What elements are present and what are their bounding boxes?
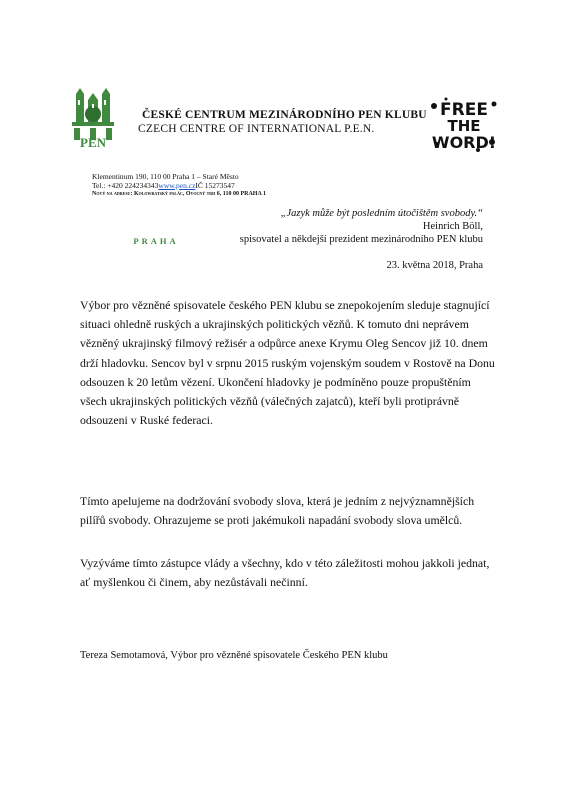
- logo-city: PRAHA: [133, 236, 179, 246]
- quote-author: Heinrich Böll,: [422, 221, 483, 232]
- signature: Tereza Semotamová, Výbor pro vězněné spisovatele Českého PEN klubu: [80, 650, 388, 661]
- body-paragraph-3: Vyzýváme tímto zástupce vlády a všechny, kdo v této záležitosti mohou jakkoli jednat, ať myšlenkou či činem, aby nezůstávali nečinní.: [80, 556, 490, 590]
- org-title-czech: ČESKÉ CENTRUM MEZINÁRODNÍHO PEN KLUBU: [142, 109, 427, 121]
- body-paragraph-1: Výbor pro vězněné spisovatele českého PEN klubu se znepokojením sleduje stagnující situaci ohledně ruských a ukrajinských politických vězňů. K tomuto dni neprávem vězněný ukrajinský filmový režisér a odpůrce anexe Krymu Oleg Sencov již 10. dnem drží hladovku. Sencov byl v srpnu 2015 ruským vojenským soudem v Rostově na Donu odsouzen k 20 letům vězení. Ukončení hladovky je podmíněno pouze propuštěním všech ukrajinských politických vězňů (válečných zajatců), kteří byli protiprávně odsouzeni v Ruské federaci.: [80, 298, 495, 428]
- phone: Tel.: +420 224234343: [92, 181, 159, 190]
- website-link[interactable]: www.pen.cz: [158, 181, 196, 190]
- quote-text: „Jazyk může být posledním útočištěm svobody.“: [280, 208, 483, 219]
- free-the-word-icon: [428, 96, 500, 152]
- pen-letters: PEN: [80, 135, 106, 148]
- ftw-line-1: FREE: [440, 100, 488, 120]
- ftw-line-3: WORD!: [431, 133, 497, 152]
- new-address-line: Nový na adresu: Kolowratský palác, Ovocný trh 6, 110 00 PRAHA 1: [92, 191, 266, 197]
- body-paragraph-2: Tímto apelujeme na dodržování svobody slova, která je jedním z nejvýznamnějších pilířů svobody. Ohrazujeme se proti jakémukoli napadání svobody slova umělců.: [80, 494, 475, 528]
- quote-author-role: spisovatel a někdejší prezident mezinárodního PEN klubu: [239, 234, 483, 245]
- ftw-line-2: THE: [447, 117, 481, 135]
- address-line-1: Klementinum 190, 110 00 Praha 1 – Staré Město: [92, 172, 239, 181]
- letter-date: 23. května 2018, Praha: [386, 260, 483, 271]
- org-title-english: CZECH CENTRE OF INTERNATIONAL P.E.N.: [138, 123, 375, 135]
- ic-number: IČ 15273547: [195, 181, 235, 190]
- free-the-word-logo: [428, 96, 500, 152]
- epigraph: [240, 207, 483, 246]
- castle-icon: [62, 88, 124, 148]
